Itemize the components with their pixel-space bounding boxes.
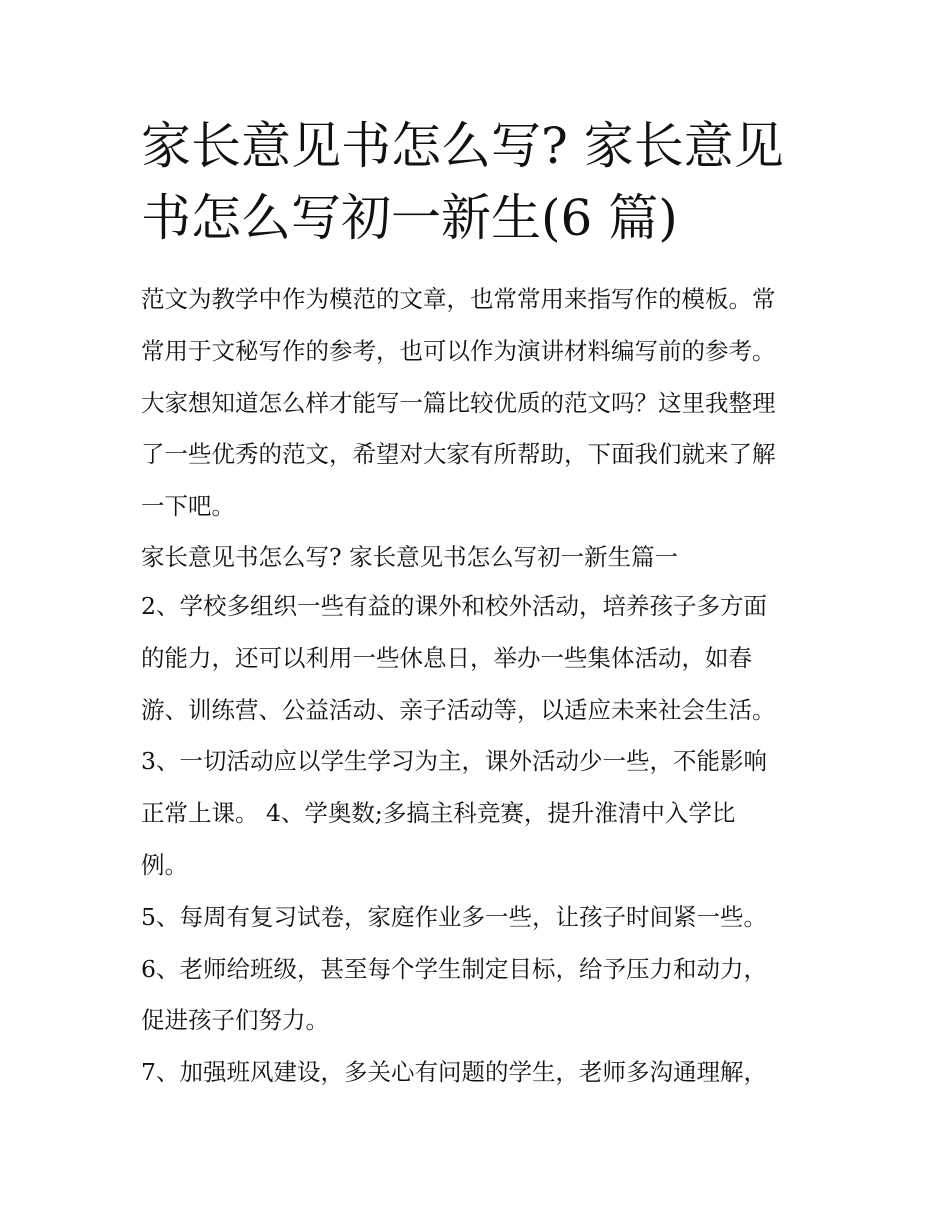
intro-line-4: 了一些优秀的范文，希望对大家有所帮助，下面我们就来了解 [141,440,776,469]
intro-line-3: 大家想知道怎么样才能写一篇比较优质的范文吗？这里我整理 [141,388,776,417]
document-body [141,274,831,1099]
section-heading: 家长意见书怎么写? 家长意见书怎么写初一新生篇一 [141,542,679,571]
item-line-9: 促进孩子们努力。 [141,1006,329,1035]
intro-line-5: 一下吧。 [141,492,235,521]
item-line-10: 7、加强班风建设，多关心有问题的学生，老师多沟通理解， [141,1058,767,1087]
intro-line-1: 范文为教学中作为模范的文章，也常常用来指写作的模板。常 [141,285,776,313]
title-line-2: 书怎么写初一新生(6 篇) [141,189,678,247]
item-line-3: 游、训练营、公益活动、亲子活动等，以适应未来社会生活。 [141,695,776,724]
item-line-2: 的能力，还可以利用一些休息日，举办一些集体活动，如春 [141,643,752,672]
item-line-7: 5、每周有复习试卷，家庭作业多一些，让孩子时间紧一些。 [141,902,767,931]
intro-line-2: 常用于文秘写作的参考，也可以作为演讲材料编写前的参考。 [141,336,776,365]
item-line-6: 例。 [141,850,188,879]
item-line-4: 3、一切活动应以学生学习为主，课外活动少一些，不能影响 [141,747,767,776]
item-line-5: 正常上课。 4、学奥数;多搞主科竞赛，提升淮清中入学比 [141,799,736,828]
item-line-1: 2、学校多组织一些有益的课外和校外活动，培养孩子多方面 [141,591,767,620]
item-line-8: 6、老师给班级，甚至每个学生制定目标，给予压力和动力， [141,954,767,983]
title-line-1: 家长意见书怎么写? 家长意见 [141,117,784,175]
document-title [141,110,841,254]
